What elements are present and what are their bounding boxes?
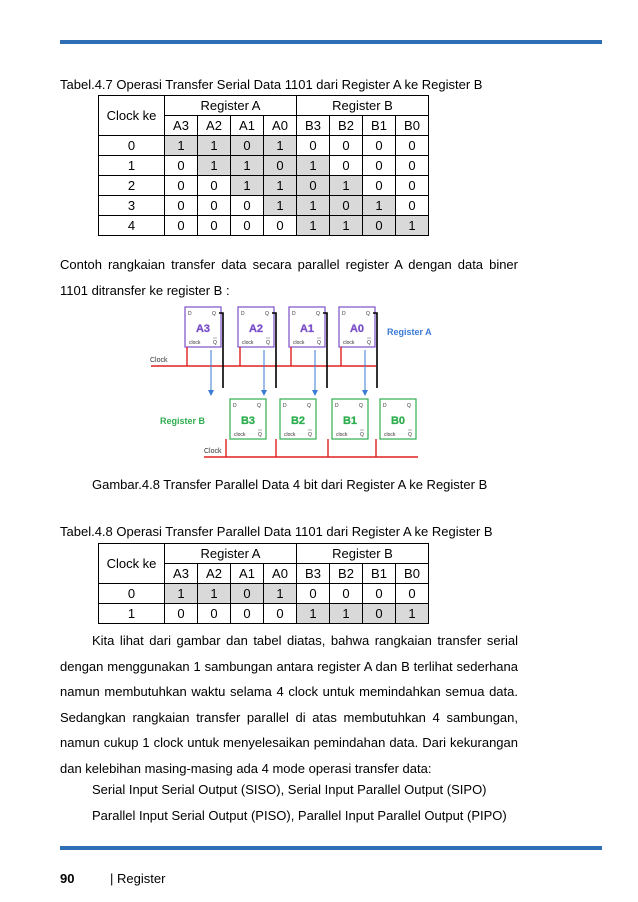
d-pin-label: D [233, 403, 237, 409]
column-header: B2 [330, 564, 363, 584]
bit-cell: 0 [363, 136, 396, 156]
arrow-head [362, 390, 368, 396]
bit-cell: 1 [198, 584, 231, 604]
clock-pin-label: clock [336, 432, 348, 438]
d-pin-label: D [188, 311, 192, 317]
column-header: A0 [264, 116, 297, 136]
bit-cell: 1 [330, 604, 363, 624]
b-flipflop [280, 399, 316, 439]
mode-list-line: Serial Input Serial Output (SISO), Serial Input Parallel Output (SIPO) [92, 782, 487, 797]
bit-cell: 0 [363, 216, 396, 236]
intro-line: 1101 ditransfer ke register B : [60, 282, 230, 298]
section-title: | Register [110, 871, 166, 886]
paragraph-line: namun membutuhkan waktu selama 4 clock untuk memindahkan semua data. [60, 684, 518, 700]
table-row [99, 216, 429, 236]
clock-pin-label: clock [189, 340, 201, 346]
bit-cell: 1 [264, 196, 297, 216]
bit-cell: 0 [165, 176, 198, 196]
bit-cell: 1 [297, 196, 330, 216]
b-flipflop [380, 399, 416, 439]
bit-cell: 0 [231, 584, 264, 604]
bit-cell: 0 [231, 216, 264, 236]
clock-pin-label: clock [234, 432, 246, 438]
d-pin-label: D [292, 311, 296, 317]
q-pin-label: Q [307, 403, 311, 409]
d-pin-label: D [342, 311, 346, 317]
paragraph-line: namun cukup 1 clock untuk menyelesaikan pemindahan data. Dari kekurangan [60, 735, 518, 751]
paragraph-line: Sedangkan rangkaian transfer parallel di atas membutuhkan 4 sambungan, [60, 709, 518, 725]
clock-header: Clock ke [99, 544, 165, 584]
header-rule [60, 40, 602, 44]
column-header: A0 [264, 564, 297, 584]
bit-cell: 0 [198, 216, 231, 236]
clock-pin-label: clock [343, 340, 355, 346]
table-row [99, 584, 429, 604]
clock-cell: 4 [99, 216, 165, 236]
bit-cell: 0 [363, 604, 396, 624]
table-4-8-caption: Tabel.4.8 Operasi Transfer Parallel Data 1101 dari Register A ke Register B [60, 524, 493, 539]
bit-cell: 0 [330, 196, 363, 216]
bit-cell: 0 [165, 196, 198, 216]
column-header: A2 [198, 564, 231, 584]
register-b-header: Register B [297, 544, 429, 564]
a-flipflop [185, 307, 221, 347]
bit-cell: 0 [264, 216, 297, 236]
bit-cell: 0 [165, 604, 198, 624]
paragraph-line: dan kelebihan masing-masing ada 4 mode operasi transfer data: [60, 760, 432, 776]
footer-rule [60, 846, 602, 850]
clock-pin-label: clock [284, 432, 296, 438]
column-header: A1 [231, 564, 264, 584]
q-pin-label: Q [407, 403, 411, 409]
q-pin-label: Q [212, 311, 216, 317]
table-row [99, 156, 429, 176]
bit-cell: 0 [297, 136, 330, 156]
a-name: A3 [195, 323, 211, 335]
d-pin-label: D [241, 311, 245, 317]
column-header: B0 [396, 116, 429, 136]
parallel-transfer-diagram [146, 302, 446, 462]
clock-cell: 0 [99, 584, 165, 604]
table-row [99, 176, 429, 196]
bit-cell: 1 [198, 136, 231, 156]
b-flipflop [230, 399, 266, 439]
bit-cell: 1 [330, 176, 363, 196]
bit-cell: 1 [297, 604, 330, 624]
figure-4-8-caption: Gambar.4.8 Transfer Parallel Data 4 bit dari Register A ke Register B [92, 477, 488, 492]
clock-label-b: Clock [204, 448, 222, 455]
clock-cell: 1 [99, 156, 165, 176]
q-pin-label: Q [359, 403, 363, 409]
clock-cell: 0 [99, 136, 165, 156]
bit-cell: 0 [396, 156, 429, 176]
q-pin-label: Q [265, 311, 269, 317]
register-b-label: Register B [160, 416, 206, 426]
bit-cell: 0 [396, 584, 429, 604]
bit-cell: 1 [165, 136, 198, 156]
register-a-header: Register A [165, 544, 297, 564]
intro-paragraph [60, 252, 518, 303]
qbar-pin-label: Q [258, 432, 262, 438]
bit-cell: 0 [330, 584, 363, 604]
bit-cell: 1 [231, 176, 264, 196]
qbar-pin-label: Q [308, 432, 312, 438]
bit-cell: 0 [198, 196, 231, 216]
a-flipflop [339, 307, 375, 347]
column-header: B3 [297, 116, 330, 136]
clock-pin-label: clock [384, 432, 396, 438]
qbar-pin-label: Q [408, 432, 412, 438]
qbar-pin-label: Q [213, 340, 217, 346]
clock-cell: 3 [99, 196, 165, 216]
bit-cell: 1 [297, 216, 330, 236]
arrow-head [312, 390, 318, 396]
intro-line: Contoh rangkaian transfer data secara parallel register A dengan data biner [60, 257, 518, 272]
bit-cell: 0 [396, 136, 429, 156]
bit-cell: 0 [330, 136, 363, 156]
mode-list-line: Parallel Input Serial Output (PISO), Parallel Input Parallel Output (PIPO) [92, 808, 507, 823]
bit-cell: 0 [363, 156, 396, 176]
clock-cell: 1 [99, 604, 165, 624]
column-header: B0 [396, 564, 429, 584]
bit-cell: 1 [297, 156, 330, 176]
q-pin-label: Q [257, 403, 261, 409]
column-header: B3 [297, 564, 330, 584]
bit-cell: 0 [264, 156, 297, 176]
arrow-head [261, 390, 267, 396]
d-pin-label: D [283, 403, 287, 409]
column-header: A3 [165, 116, 198, 136]
paragraph-line: dengan menggunakan 1 sambungan antara register A dan B terlihat sederhana [60, 658, 518, 674]
q-pin-label: Q [366, 311, 370, 317]
bit-cell: 1 [264, 136, 297, 156]
column-header: B1 [363, 564, 396, 584]
bit-cell: 0 [165, 216, 198, 236]
bit-cell: 0 [396, 196, 429, 216]
register-a-label: Register A [387, 327, 432, 337]
table-4-7 [98, 95, 429, 236]
b-name: B3 [240, 415, 256, 427]
qbar-pin-label: Q [317, 340, 321, 346]
column-header: B1 [363, 116, 396, 136]
bit-cell: 0 [297, 176, 330, 196]
b-flipflop [332, 399, 368, 439]
bit-cell: 1 [165, 584, 198, 604]
bit-cell: 0 [363, 584, 396, 604]
column-header: A1 [231, 116, 264, 136]
bit-cell: 1 [264, 584, 297, 604]
a-name: A2 [248, 323, 264, 335]
body-paragraph [60, 628, 518, 782]
bit-cell: 0 [363, 176, 396, 196]
bit-cell: 1 [396, 216, 429, 236]
b-name: B2 [290, 415, 306, 427]
bit-cell: 0 [264, 604, 297, 624]
a-name: A0 [349, 323, 365, 335]
page-number: 90 [60, 871, 75, 886]
b-name: B0 [390, 415, 406, 427]
qbar-pin-label: Q [360, 432, 364, 438]
bit-cell: 0 [231, 136, 264, 156]
bit-cell: 1 [330, 216, 363, 236]
q-pin-label: Q [316, 311, 320, 317]
table-row [99, 136, 429, 156]
arrow-head [208, 390, 214, 396]
clock-label-a: Clock [150, 357, 168, 364]
paragraph-line: Kita lihat dari gambar dan tabel diatas, bahwa rangkaian transfer serial [92, 633, 518, 648]
d-pin-label: D [335, 403, 339, 409]
table-row [99, 196, 429, 216]
bit-cell: 0 [297, 584, 330, 604]
qbar-pin-label: Q [266, 340, 270, 346]
a-flipflop [289, 307, 325, 347]
column-header: A2 [198, 116, 231, 136]
bit-cell: 0 [231, 196, 264, 216]
clock-pin-label: clock [242, 340, 254, 346]
clock-header: Clock ke [99, 96, 165, 136]
bit-cell: 1 [396, 604, 429, 624]
clock-pin-label: clock [293, 340, 305, 346]
bit-cell: 0 [198, 176, 231, 196]
a-flipflop [238, 307, 274, 347]
qbar-pin-label: Q [367, 340, 371, 346]
table-4-7-caption: Tabel.4.7 Operasi Transfer Serial Data 1101 dari Register A ke Register B [60, 77, 483, 92]
bit-cell: 1 [264, 176, 297, 196]
d-pin-label: D [383, 403, 387, 409]
bit-cell: 0 [231, 604, 264, 624]
column-header: B2 [330, 116, 363, 136]
a-name: A1 [299, 323, 315, 335]
table-4-8 [98, 543, 429, 624]
bit-cell: 1 [198, 156, 231, 176]
clock-cell: 2 [99, 176, 165, 196]
bit-cell: 0 [330, 156, 363, 176]
column-header: A3 [165, 564, 198, 584]
bit-cell: 1 [231, 156, 264, 176]
bit-cell: 0 [396, 176, 429, 196]
table-row [99, 604, 429, 624]
b-name: B1 [342, 415, 358, 427]
register-a-header: Register A [165, 96, 297, 116]
register-b-header: Register B [297, 96, 429, 116]
bit-cell: 1 [363, 196, 396, 216]
bit-cell: 0 [198, 604, 231, 624]
bit-cell: 0 [165, 156, 198, 176]
